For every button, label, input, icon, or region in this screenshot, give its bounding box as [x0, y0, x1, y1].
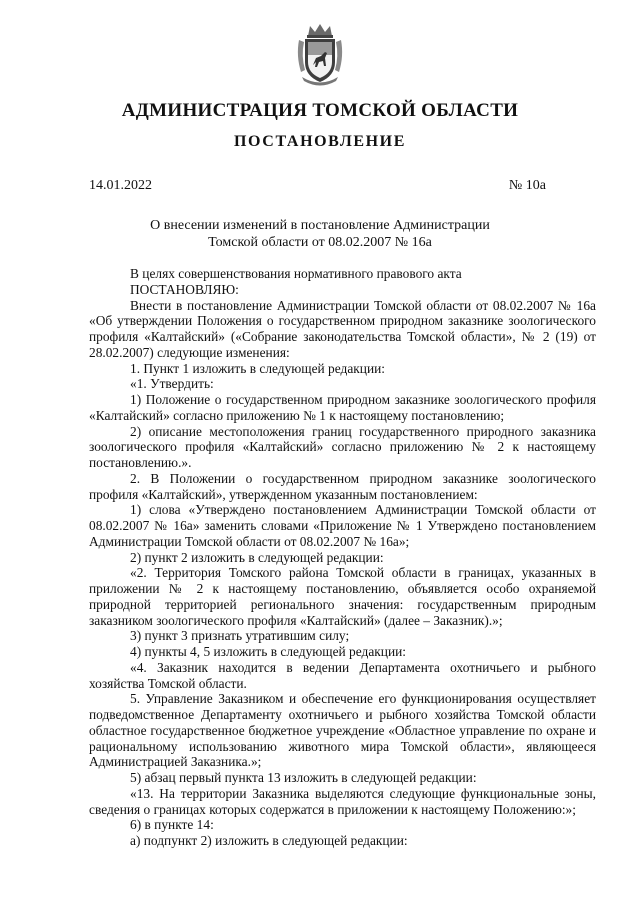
- document-type: ПОСТАНОВЛЕНИЕ: [234, 133, 406, 150]
- paragraph: 1. Пункт 1 изложить в следующей редакции:: [130, 360, 386, 376]
- paragraph: 4) пункты 4, 5 изложить в следующей редакции:: [130, 644, 406, 659]
- document-body: [89, 266, 596, 849]
- subject-line: О внесении изменений в постановление Администрации: [150, 218, 490, 233]
- paragraph: 2) пункт 2 изложить в следующей редакции:: [130, 549, 384, 565]
- organization-name: АДМИНИСТРАЦИЯ ТОМСКОЙ ОБЛАСТИ: [121, 100, 519, 121]
- coat-of-arms-icon: [296, 22, 344, 86]
- document-date: 14.01.2022: [89, 178, 152, 193]
- paragraph: 2. В Положении о государственном природном заказнике зоологического профиля «Калтайский», утвержденном указанным постановлением:: [89, 470, 596, 502]
- paragraph: «13. На территории Заказника выделяются следующие функциональные зоны, сведения о границах которых содержатся в приложении к настоящему Положению:»;: [89, 785, 596, 817]
- document-subject: [120, 217, 520, 251]
- paragraph: «4. Заказник находится в ведении Департамента охотничьего и рыбного хозяйства Томской области.: [89, 659, 596, 691]
- paragraph: Внести в постановление Администрации Томской области от 08.02.2007 № 16а «Об утверждении Положения о государственном природном заказнике зоологического профиля «Калтайский» («Собрание законодательства Томской области», № 2 (19) от 28.02.2007) следующие изменения:: [89, 297, 596, 360]
- paragraph: «2. Территория Томского района Томской области в границах, указанных в приложении № 2 к настоящему постановлению, объявляется особо охраняемой природной территорией регионального значения: государственным природным заказником зоологического профиля «Калтайский» (далее – Заказник).»;: [89, 565, 596, 628]
- paragraph: «1. Утвердить:: [130, 376, 214, 392]
- paragraph: 5) абзац первый пункта 13 изложить в следующей редакции:: [130, 770, 477, 785]
- paragraph: В целях совершенствования нормативного правового акта: [130, 266, 462, 281]
- paragraph: 3) пункт 3 признать утратившим силу;: [130, 628, 350, 644]
- subject-line: Томской области от 08.02.2007 № 16а: [208, 235, 432, 250]
- paragraph: 2) описание местоположения границ государственного природного заказника зоологического профиля «Калтайский» согласно приложению № 2 к настоящему постановлению.».: [89, 423, 596, 470]
- paragraph: 1) Положение о государственном природном заказнике зоологического профиля «Калтайский» согласно приложению № 1 к настоящему постановлению;: [89, 392, 596, 423]
- paragraph: ПОСТАНОВЛЯЮ:: [130, 281, 239, 297]
- paragraph: а) подпункт 2) изложить в следующей редакции:: [130, 833, 408, 848]
- paragraph: 1) слова «Утверждено постановлением Администрации Томской области от 08.02.2007 № 16а» заменить словами «Приложение № 1 Утверждено постановлением Администрации Томской области от 08.02.2007 № 16а»;: [89, 502, 596, 549]
- paragraph: 5. Управление Заказником и обеспечение его функционирования осуществляет подведомственное Департаменту охотничьего и рыбного хозяйства Томской области областное государственное бюджетное учреждение «Областное управление по охране и рациональному использованию животного мира Томской области», являющееся Администрацией Заказника.»;: [89, 691, 596, 770]
- document-number: № 10а: [508, 178, 546, 193]
- paragraph: 6) в пункте 14:: [130, 817, 214, 833]
